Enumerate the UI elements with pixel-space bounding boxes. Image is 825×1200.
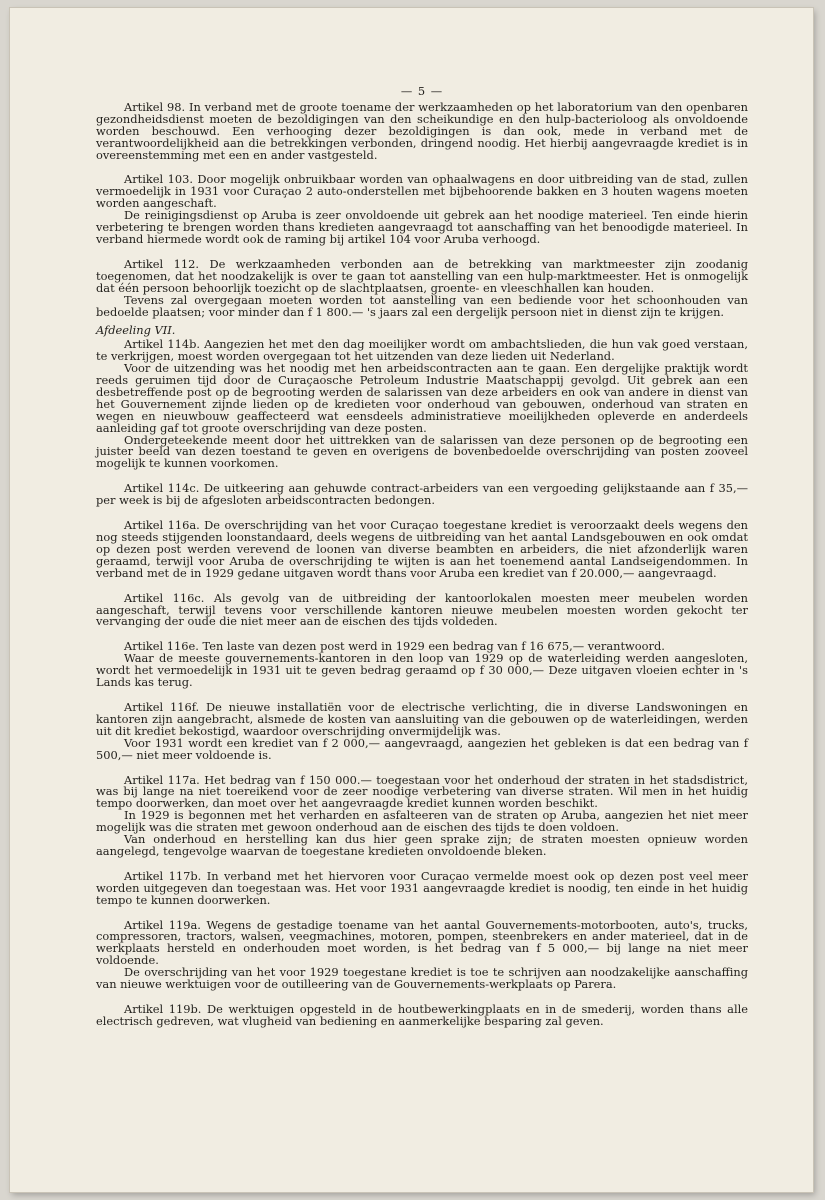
article-block [96,641,748,689]
paragraph-text: Artikel 119b. De werktuigen opgesteld in de houtbewerkingplaats en in de smederij, worden thans alle electrisch gedreven, wat vlugheid van bediening en aanmerkelijke besparing zal geven. [96,1002,748,1028]
article-block [96,325,748,470]
article-block [96,1004,748,1028]
article-block [96,256,748,319]
paragraph-text: De overschrijding van het voor 1929 toegestane krediet is toe te schrijven aan noodzakelijke aanschaffing van nieuwe werktuigen voor de outilleering van de Gouvernements-werkplaats op Parera. [96,965,748,992]
page-content [96,86,748,1041]
article-block [96,174,748,245]
paragraph-text: Van onderhoud en herstelling kan dus hier geen sprake zijn; de straten moesten opnieuw worden aangelegd, tengevolge waarvan de toegestane kredieten onvoldoende bleken. [96,832,748,858]
paragraph-text: Artikel 98. In verband met de groote toename der werkzaamheden op het laboratorium van den openbaren gezondheidsdienst moeten de bezoldigingen van den scheikundige en den hulp-bacterioloog als onvoldoende worden beschouwd. Een verhooging dezer bezoldigingen is dan ook, mede in verband met de verantwoordelijkheid aan die betrekkingen verbonden, dringend noodig. Het hierbij aangevraagde krediet is in overeenstemming met een en ander vastgesteld. [96,99,748,162]
article-block [96,699,748,762]
paragraph-text: Artikel 103. Door mogelijk onbruikbaar worden van ophaalwagens en door uitbreiding van de stad, zullen vermoedelijk in 1931 voor Curaçao 2 auto-onderstellen met bijbehoorende bakken en 3 houten wagens moeten worden aangeschaft. [96,172,748,211]
article-block [96,520,748,580]
page-number: — 5 — [400,84,444,98]
paragraph-text: Ondergeteekende meent door het uittrekken van de salarissen van deze personen op de begrooting een juister beeld van dezen toestand te geven en overigens de bovenbedoelde overschrijding van posten zooveel mogelijk te kunnen voorkomen. [96,432,748,471]
paragraph-text: Tevens zal overgegaan moeten worden tot aanstelling van een bediende voor het schoonhouden van bedoelde plaatsen; voor minder dan f 1 800.— 's jaars zal een dergelijk persoon niet in dienst zijn te krijgen. [96,292,748,319]
paragraph-text: Voor de uitzending was het noodig met hen arbeidscontracten aan te gaan. Een dergelijke praktijk wordt reeds geruimen tijd door de Curaçaosche Petroleum Industrie Maatschappij gevolgd. Uit gebrek aan een desbetreffende post op de begrooting werden de salarissen van deze arbeiders en ook van andere in dienst van het Gouvernement zijnde lieden op de kredieten voor onderhoud van gebouwen, onderhoud van straten en wegen en nieuwbouw geaffecteerd wat eensdeels administratieve moeilijkheden opleverde en anderdeels aanleiding gaf tot groote overschrijding van deze posten. [96,361,748,435]
paragraph-text: Artikel 114b. Aangezien het met den dag moeilijker wordt om ambachtslieden, die hun vak goed verstaan, te verkrijgen, moest worden overgegaan tot het uitzenden van deze lieden uit Nederland. [96,337,748,364]
paragraph-text: Artikel 116f. De nieuwe installatiën voor de electrische verlichting, die in diverse Landswoningen en kantoren zijn aangebracht, alsmede de kosten van aansluiting van die gebouwen op de waterleidingen, werden uit dit krediet bekostigd, waardoor overschrijding onvermijdelijk was. [96,699,748,738]
article-block [96,99,748,162]
paragraph-text: Waar de meeste gouvernements-kantoren in den loop van 1929 op de waterleiding werden aangesloten, wordt het vermoedelijk in 1931 uit te geven bedrag geraamd op f 30 000,— Deze uitgaven vloeien echter in 's Lands kas terug. [96,651,748,690]
paragraph-text: Artikel 116c. Als gevolg van de uitbreiding der kantoorlokalen moesten meer meubelen worden aangeschaft, terwijl tevens voor verschillende kantoren nieuwe meubelen moesten worden gekocht ter vervanging der oude die niet meer aan de eischen des tijds voldeden. [96,590,748,629]
paragraph-text: Artikel 117b. In verband met het hiervoren voor Curaçao vermelde moest ook op dezen post veel meer worden uitgegeven dan toegestaan was. Het voor 1931 aangevraagde krediet is noodig, ten einde in het huidig tempo te kunnen doorwerken. [96,868,748,907]
paragraph-text: Artikel 116e. Ten laste van dezen post werd in 1929 een bedrag van f 16 675,— verantwoord. [124,639,665,654]
paragraph-text: Artikel 112. De werkzaamheden verbonden aan de betrekking van marktmeester zijn zoodanig toegenomen, dat het noodzakelijk is over te gaan tot aanstelling van een hulp-marktmeester. Het is onmogelijk dat één persoon behoorlijk toezicht op de slachtplaatsen, groente- en vleeschhallen kan houden. [96,256,748,295]
article-block [96,483,748,507]
article-block [96,590,748,629]
section-heading: Afdeeling VII. [96,323,176,338]
paragraph-text: De reinigingsdienst op Aruba is zeer onvoldoende uit gebrek aan het noodige materieel. Ten einde hierin verbetering te brengen worden thans kredieten aangevraagd tot aanschaffing van het benoodigde materieel. In verband hiermede wordt ook de raming bij artikel 104 voor Aruba verhoogd. [96,208,748,246]
paragraph-text: Artikel 114c. De uitkeering aan gehuwde contract-arbeiders van een vergoeding gelijkstaande aan f 35,— per week is bij de afgesloten arbeidscontracten bedongen. [96,481,748,508]
paragraph-text: Artikel 117a. Het bedrag van f 150 000.— toegestaan voor het onderhoud der straten in het stadsdistrict, was bij lange na niet toereikend voor de zeer noodige verbetering van diverse straten. Wil men in het huidig tempo doorwerken, dan moet over het aangevraagde krediet kunnen worden beschikt. [96,772,748,811]
paragraph-text: In 1929 is begonnen met het verharden en asfalteeren van de straten op Aruba, aangezien het niet meer mogelijk was die straten met gewoon onderhoud aan de eischen des tijds te doen voldoen. [96,808,748,835]
paragraph-text: Artikel 116a. De overschrijding van het voor Curaçao toegestane krediet is veroorzaakt deels wegens den nog steeds stijgenden loonstandaard, deels wegens de uitbreiding van het aantal Landsgebouwen en ook omdat op dezen post werden verevend de loonen van diverse beambten en arbeiders, die niet afzonderlijk waren geraamd, terwijl voor Aruba de overschrijding te wijten is aan het toenemend aantal Landseigendommen. In verband met de in 1929 gedane uitgaven wordt thans voor Aruba een krediet van f 20.000,— aangevraagd. [96,518,748,580]
document-page [10,8,813,1192]
article-block [96,917,748,992]
article-block [96,772,748,858]
paragraph-text: Artikel 119a. Wegens de gestadige toename van het aantal Gouvernements-motorbooten, auto's, trucks, compressoren, tractors, walsen, veegmachines, motoren, pompen, steenbrekers en ander materieel, dat in de werkplaats hersteld en onderhouden moet worden, is het bedrag van f 5 000,— bij lange na niet meer voldoende. [96,917,748,968]
article-block [96,868,748,907]
paragraph-text: Voor 1931 wordt een krediet van f 2 000,— aangevraagd, aangezien het gebleken is dat een bedrag van f 500,— niet meer voldoende is. [96,735,748,762]
paragraph-list [96,99,748,1028]
